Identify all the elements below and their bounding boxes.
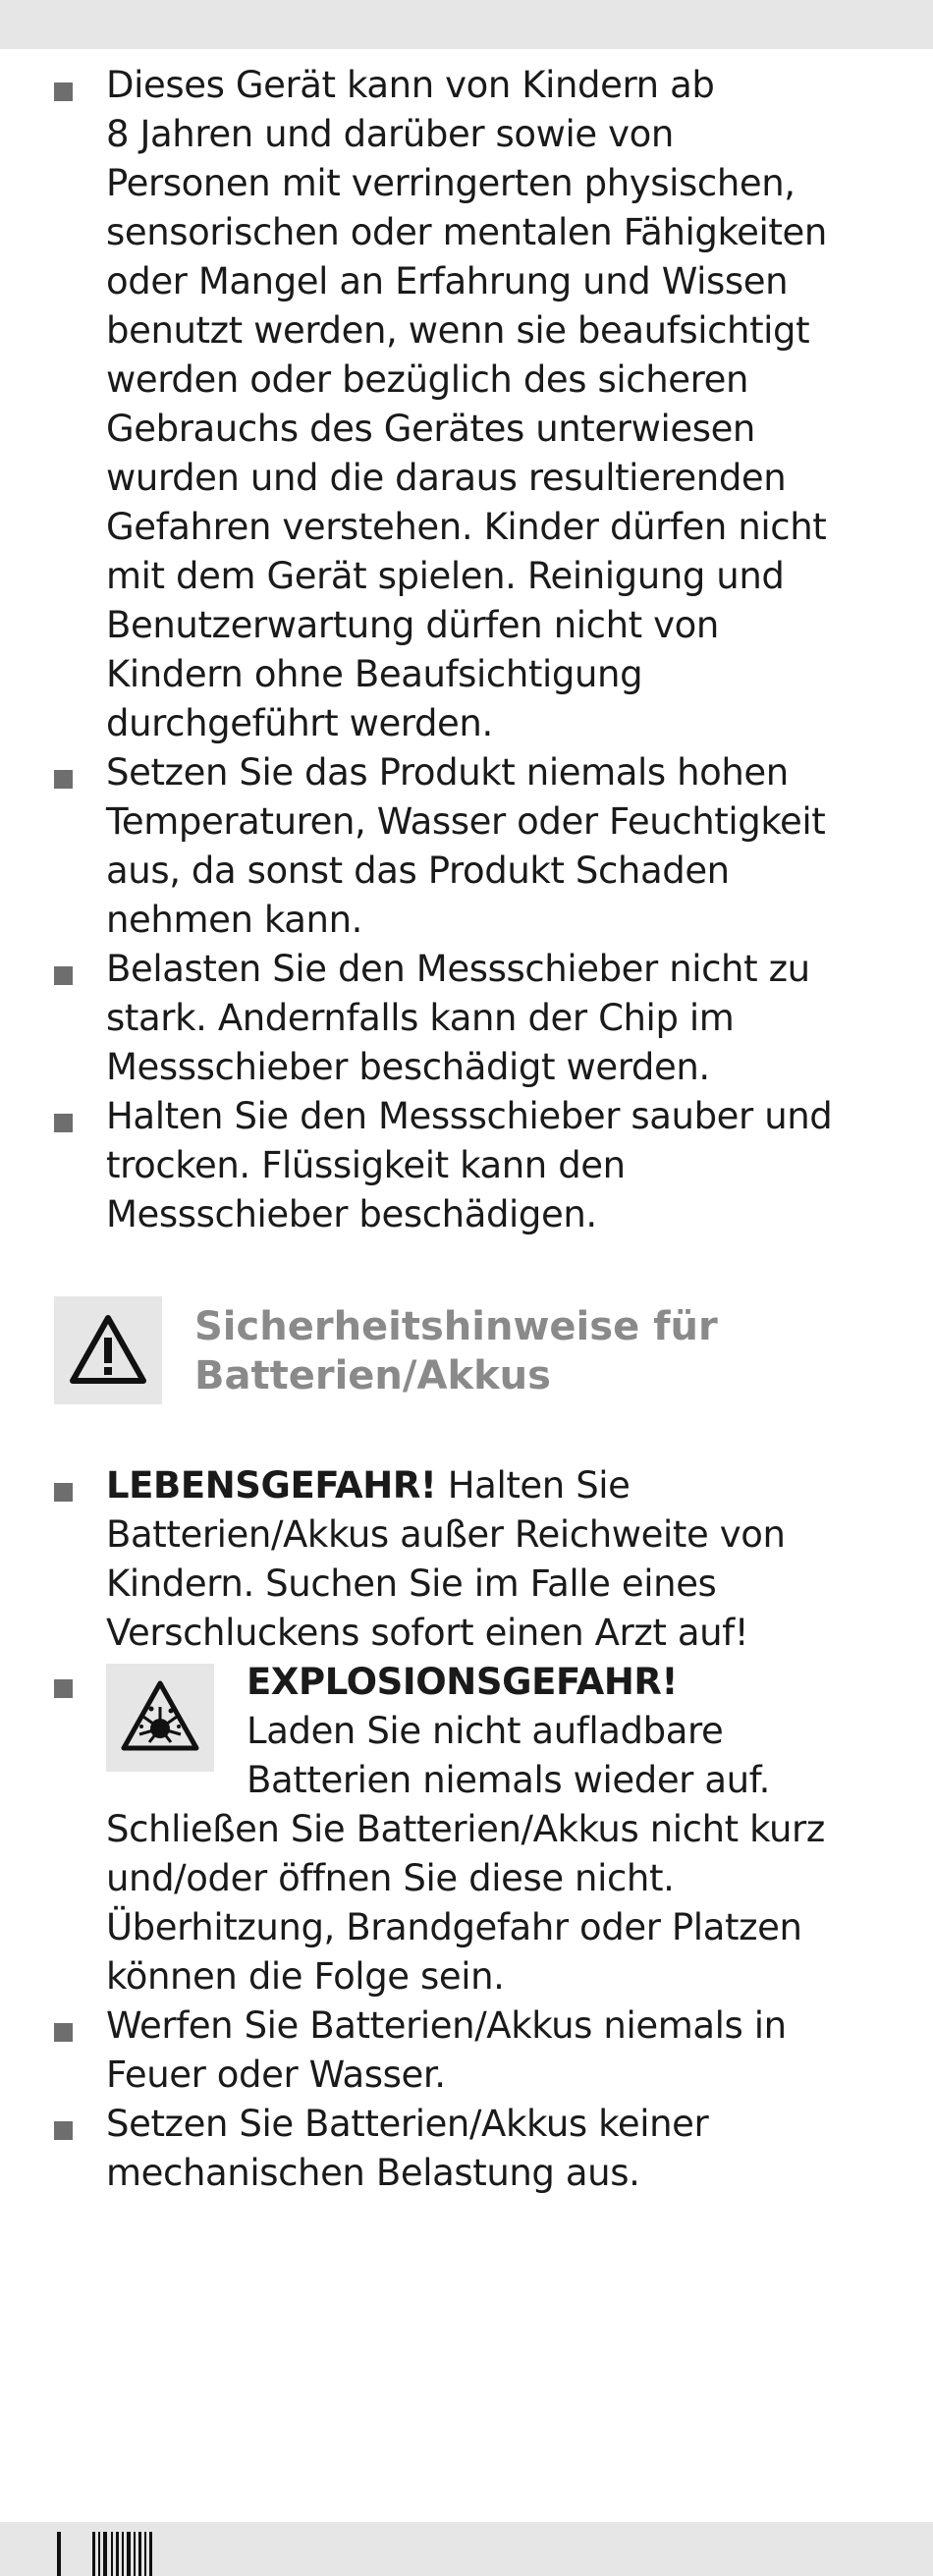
bullet-text-temperature: Setzen Sie das Produkt niemals hohen Temperaturen, Wasser oder Feuchtigkeit aus, da sonst das Produkt Schaden nehmen kann. <box>106 751 826 941</box>
bullet-square <box>54 2023 73 2042</box>
bullet-text-clean: Halten Sie den Messschieber sauber und trocken. Flüssigkeit kann den Messschieber beschädigen. <box>106 1095 833 1235</box>
barcode <box>57 2532 185 2576</box>
list-item <box>54 748 879 945</box>
list-item <box>54 1092 879 1239</box>
danger-label: LEBENSGEFAHR! <box>106 1464 437 1507</box>
danger-text: Halten Sie Batterien/Akkus außer Reichweite von Kindern. Suchen Sie im Falle eines Verschluckens sofort einen Arzt auf! <box>106 1464 786 1654</box>
explosion-label: EXPLOSIONSGEFAHR! <box>247 1661 678 1703</box>
bullet-square <box>54 2121 73 2140</box>
section-title: Sicherheitshinweise für Batterien/Akkus <box>194 1304 718 1398</box>
list-item <box>54 945 879 1092</box>
document-body <box>54 61 879 2198</box>
explosion-block <box>106 1658 879 1805</box>
explosion-text-short: Laden Sie nicht aufladbare Batterien niemals wieder auf. <box>247 1710 770 1801</box>
bullet-square <box>54 966 73 985</box>
bullet-square <box>54 1483 73 1502</box>
list-item <box>54 2100 879 2198</box>
bullet-text-children: Dieses Gerät kann von Kindern ab 8 Jahren und darüber sowie von Personen mit verringerten physischen, sensorischen oder mentalen Fähigkeiten oder Mangel an Erfahrung und Wissen benutzt werden, wenn sie beaufsichtigt werden oder bezüglich des sicheren Gebrauchs des Gerätes unterwiesen wurden und die daraus resultierenden Gefahren verstehen. Kinder dürfen nicht mit dem Gerät spielen. Reinigung und Benutzerwartung dürfen nicht von Kindern ohne Beaufsichtigung durchgeführt werden. <box>106 64 827 744</box>
battery-safety-heading <box>54 1296 879 1404</box>
bullet-square <box>54 1679 73 1698</box>
top-band <box>0 0 933 49</box>
bullet-text-mechanical: Setzen Sie Batterien/Akkus keiner mechanischen Belastung aus. <box>106 2103 709 2194</box>
bullet-square <box>54 1114 73 1132</box>
list-item <box>54 1658 879 2001</box>
bullet-text-danger <box>106 1461 879 1658</box>
bullet-text-load: Belasten Sie den Messschieber nicht zu stark. Andernfalls kann der Chip im Messschieber beschädigt werden. <box>106 948 810 1088</box>
bullet-text-fire-water: Werfen Sie Batterien/Akkus niemals in Feuer oder Wasser. <box>106 2004 787 2096</box>
list-item <box>54 1461 879 1658</box>
list-item <box>54 61 879 748</box>
list-item <box>54 2001 879 2100</box>
explosion-hazard-icon <box>106 1664 214 1772</box>
bullet-square <box>54 770 73 789</box>
warning-triangle-icon <box>54 1296 162 1404</box>
explosion-text-rest: Schließen Sie Batterien/Akkus nicht kurz und/oder öffnen Sie diese nicht. Überhitzung, Brandgefahr oder Platzen können die Folge sein. <box>106 1808 825 1998</box>
bullet-square <box>54 82 73 101</box>
